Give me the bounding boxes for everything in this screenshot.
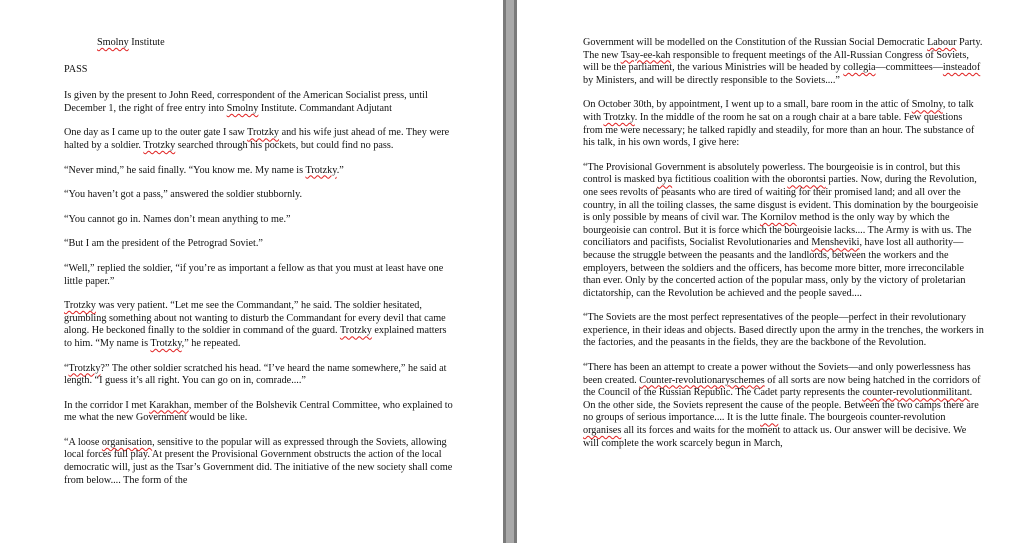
text-run: “A loose (64, 436, 102, 448)
misspelled-word: insteadof (942, 62, 981, 74)
text-run: . On the other side, the Soviets represent the cause of the people. Between the two camps there are no groups of serious importance.... It is the (583, 387, 979, 424)
misspelled-word: Trotzky (64, 300, 96, 312)
misspelled-word: collegia (843, 62, 876, 74)
text-run: —committees— (875, 62, 943, 74)
paragraph[interactable] (64, 165, 453, 178)
text-run: finale. The bourgeois counter-revolution (778, 412, 946, 424)
text-run: PASS (64, 63, 88, 75)
paragraph[interactable] (64, 189, 453, 202)
text-run: fictitious coalition with the (672, 174, 788, 186)
paragraph[interactable] (583, 312, 984, 350)
text-run: “ (64, 362, 69, 374)
paragraph[interactable] (64, 238, 453, 251)
misspelled-word: Smolny (911, 99, 943, 111)
text-run: , to talk with (583, 99, 974, 123)
misspelled-word: lutte (760, 412, 779, 424)
text-run: “There has been an attempt to create a power without the Soviets—and only powerlessness has been created. (583, 362, 971, 386)
text-run: searched through his pockets, but could find no pass. (175, 139, 394, 151)
misspelled-word: Mensheviki (811, 237, 860, 249)
text-run: by Ministers, and will be directly responsible to the Soviets....” (583, 74, 840, 86)
misspelled-word: Karakhan (149, 399, 189, 411)
text-run: .” (336, 164, 344, 176)
paragraph[interactable] (64, 437, 453, 487)
text-run: ,” he repeated. (181, 337, 241, 349)
text-run: In the corridor I met (64, 399, 150, 411)
text-run: , sensitive to the popular will as expressed through the Soviets, allowing local forces full play. At present the Provisional Government obstructs the action of the local democratic will, just as the Tsar’s Government did. The initiative of the new society shall come from below.... The form of the (64, 436, 453, 486)
text-run: “The Provisional Government is absolutely powerless. The bourgeoisie is in control, but this control is masked (583, 161, 961, 186)
paragraph[interactable] (583, 99, 984, 149)
document-page-left (0, 0, 503, 543)
document-page-right (517, 0, 1024, 543)
paragraph[interactable] (64, 363, 453, 388)
misspelled-word: Tsay-ee-kah (620, 49, 671, 61)
misspelled-word: Trotzky (68, 362, 101, 374)
paragraph[interactable] (64, 263, 453, 288)
text-run: . In the middle of the room he sat on a rough chair at a bare table. Few questions from me were necessary; he talked rapidly and steadily, for more than an hour. The substance of his talk, in his own words, I give here: (583, 111, 975, 149)
misspelled-word: oborontsi (787, 174, 826, 186)
misspelled-word: Trotzky (150, 337, 182, 349)
misspelled-word: organisation (101, 436, 153, 448)
text-run: Is given by the present to John Reed, correspondent of the American Socialist press, until December 1, the right of free entry into (64, 90, 428, 114)
paragraph[interactable] (583, 362, 984, 450)
text-run: was very patient. “Let me see the Commandant,” he said. The soldier hesitated, grumbling something about not wanting to disturb the Commandant for every devil that came along. He beckoned finally to the soldier in command of the guard. (64, 300, 446, 337)
misspelled-word: Counter-revolutionaryschemes (639, 374, 765, 386)
page-shadow-left (503, 0, 506, 543)
misspelled-word: Trotzky (143, 139, 176, 151)
text-run: responsible to frequent meetings of the All-Russian Congress of Soviets, will be the parliament, the various Ministries will be headed by (583, 49, 969, 74)
paragraph[interactable] (64, 64, 453, 77)
text-run: “Well,” replied the soldier, “if you’re as important a fellow as that you must at least have one little paper.” (64, 262, 444, 287)
text-run: ?” The other soldier scratched his head. “I’ve heard the name somewhere,” he said at length. “I guess it’s all right. You can go on in, comrade....” (64, 362, 447, 387)
paragraph[interactable] (64, 214, 453, 227)
text-run: Party. The new (583, 37, 983, 61)
text-run: parties. Now, during the Revolution, one sees revolts of peasants who are tired of waiting for their promised land; and all over the country, in all the toiling classes, the same disgust is evident. This domination by the bourgeoisie is only possible by means of civil war. The (583, 174, 979, 224)
misspelled-word: Kornilov (759, 212, 797, 224)
text-run: and his wife just ahead of me. They were halted by a soldier. (64, 127, 450, 151)
text-run: method is the only way by which the bourgeoisie can control. But it is force which the bourgeoisie lacks.... The Army is with us. The conciliators and pacifists, Socialist Revolutionaries and (583, 212, 972, 249)
text-run: Institute. Commandant Adjutant (258, 102, 392, 114)
paragraph[interactable] (583, 37, 984, 87)
text-run: “Never mind,” he said finally. “You know me. My name is (64, 164, 306, 176)
misspelled-word: Labour (927, 37, 957, 48)
paragraph[interactable] (64, 37, 453, 50)
text-run: “You cannot go in. Names don’t mean anything to me.” (64, 213, 291, 225)
misspelled-word: Trotzky (603, 111, 635, 123)
misspelled-word: Trotzky (247, 127, 280, 139)
text-run: Institute (128, 37, 165, 48)
text-run: “But I am the president of the Petrograd Soviet.” (64, 238, 263, 250)
text-run: , have lost all authority—because the struggle between the peasants and the landlords, between the workers and the employers, between the soldiers and the officers, has become more bitter, more irreconcilable than ever. Only by the concerted action of the popular mass, only by the victory of proletarian dictatorship, can the Revolution be achieved and the people saved.... (583, 237, 966, 299)
misspelled-word: organises (583, 425, 622, 437)
misspelled-word: counter-revolutionmilitant (862, 387, 970, 399)
paragraph[interactable] (64, 300, 453, 350)
misspelled-word: bya (657, 174, 673, 186)
text-run: One day as I came up to the outer gate I saw (64, 127, 248, 139)
text-run: explained matters to him. “My name is (64, 325, 447, 349)
misspelled-word: Trotzky (305, 164, 337, 176)
paragraph[interactable] (64, 127, 453, 152)
text-run: of all sorts are now being hatched in the corridors of the Council of the Russian Republic. The Cadet party represents the (583, 374, 981, 399)
text-run: “The Soviets are the most perfect representatives of the people—perfect in their revolutionary experience, in their ideas and objects. Based directly upon the army in the trenches, the workers in the factories, and the peasants in the fields, they are the backbone of the Revolution. (583, 312, 984, 349)
text-run: all its forces and waits for the moment to attack us. Our answer will be decisive. We will complete the work scarcely begun in March, (583, 425, 967, 449)
paragraph[interactable] (64, 90, 453, 115)
paragraph[interactable] (583, 162, 984, 301)
paragraph[interactable] (64, 400, 453, 425)
misspelled-word: Smolny (226, 102, 259, 114)
text-run: On October 30th, by appointment, I went up to a small, bare room in the attic of (583, 99, 912, 111)
misspelled-word: Trotzky (339, 325, 372, 337)
text-run: “You haven’t got a pass,” answered the soldier stubbornly. (64, 189, 303, 201)
text-run: Government will be modelled on the Constitution of the Russian Social Democratic (583, 37, 928, 48)
text-run: , member of the Bolshevik Central Committee, who explained to me what the new Government would be like. (64, 399, 453, 424)
misspelled-word: Smolny (97, 37, 129, 48)
